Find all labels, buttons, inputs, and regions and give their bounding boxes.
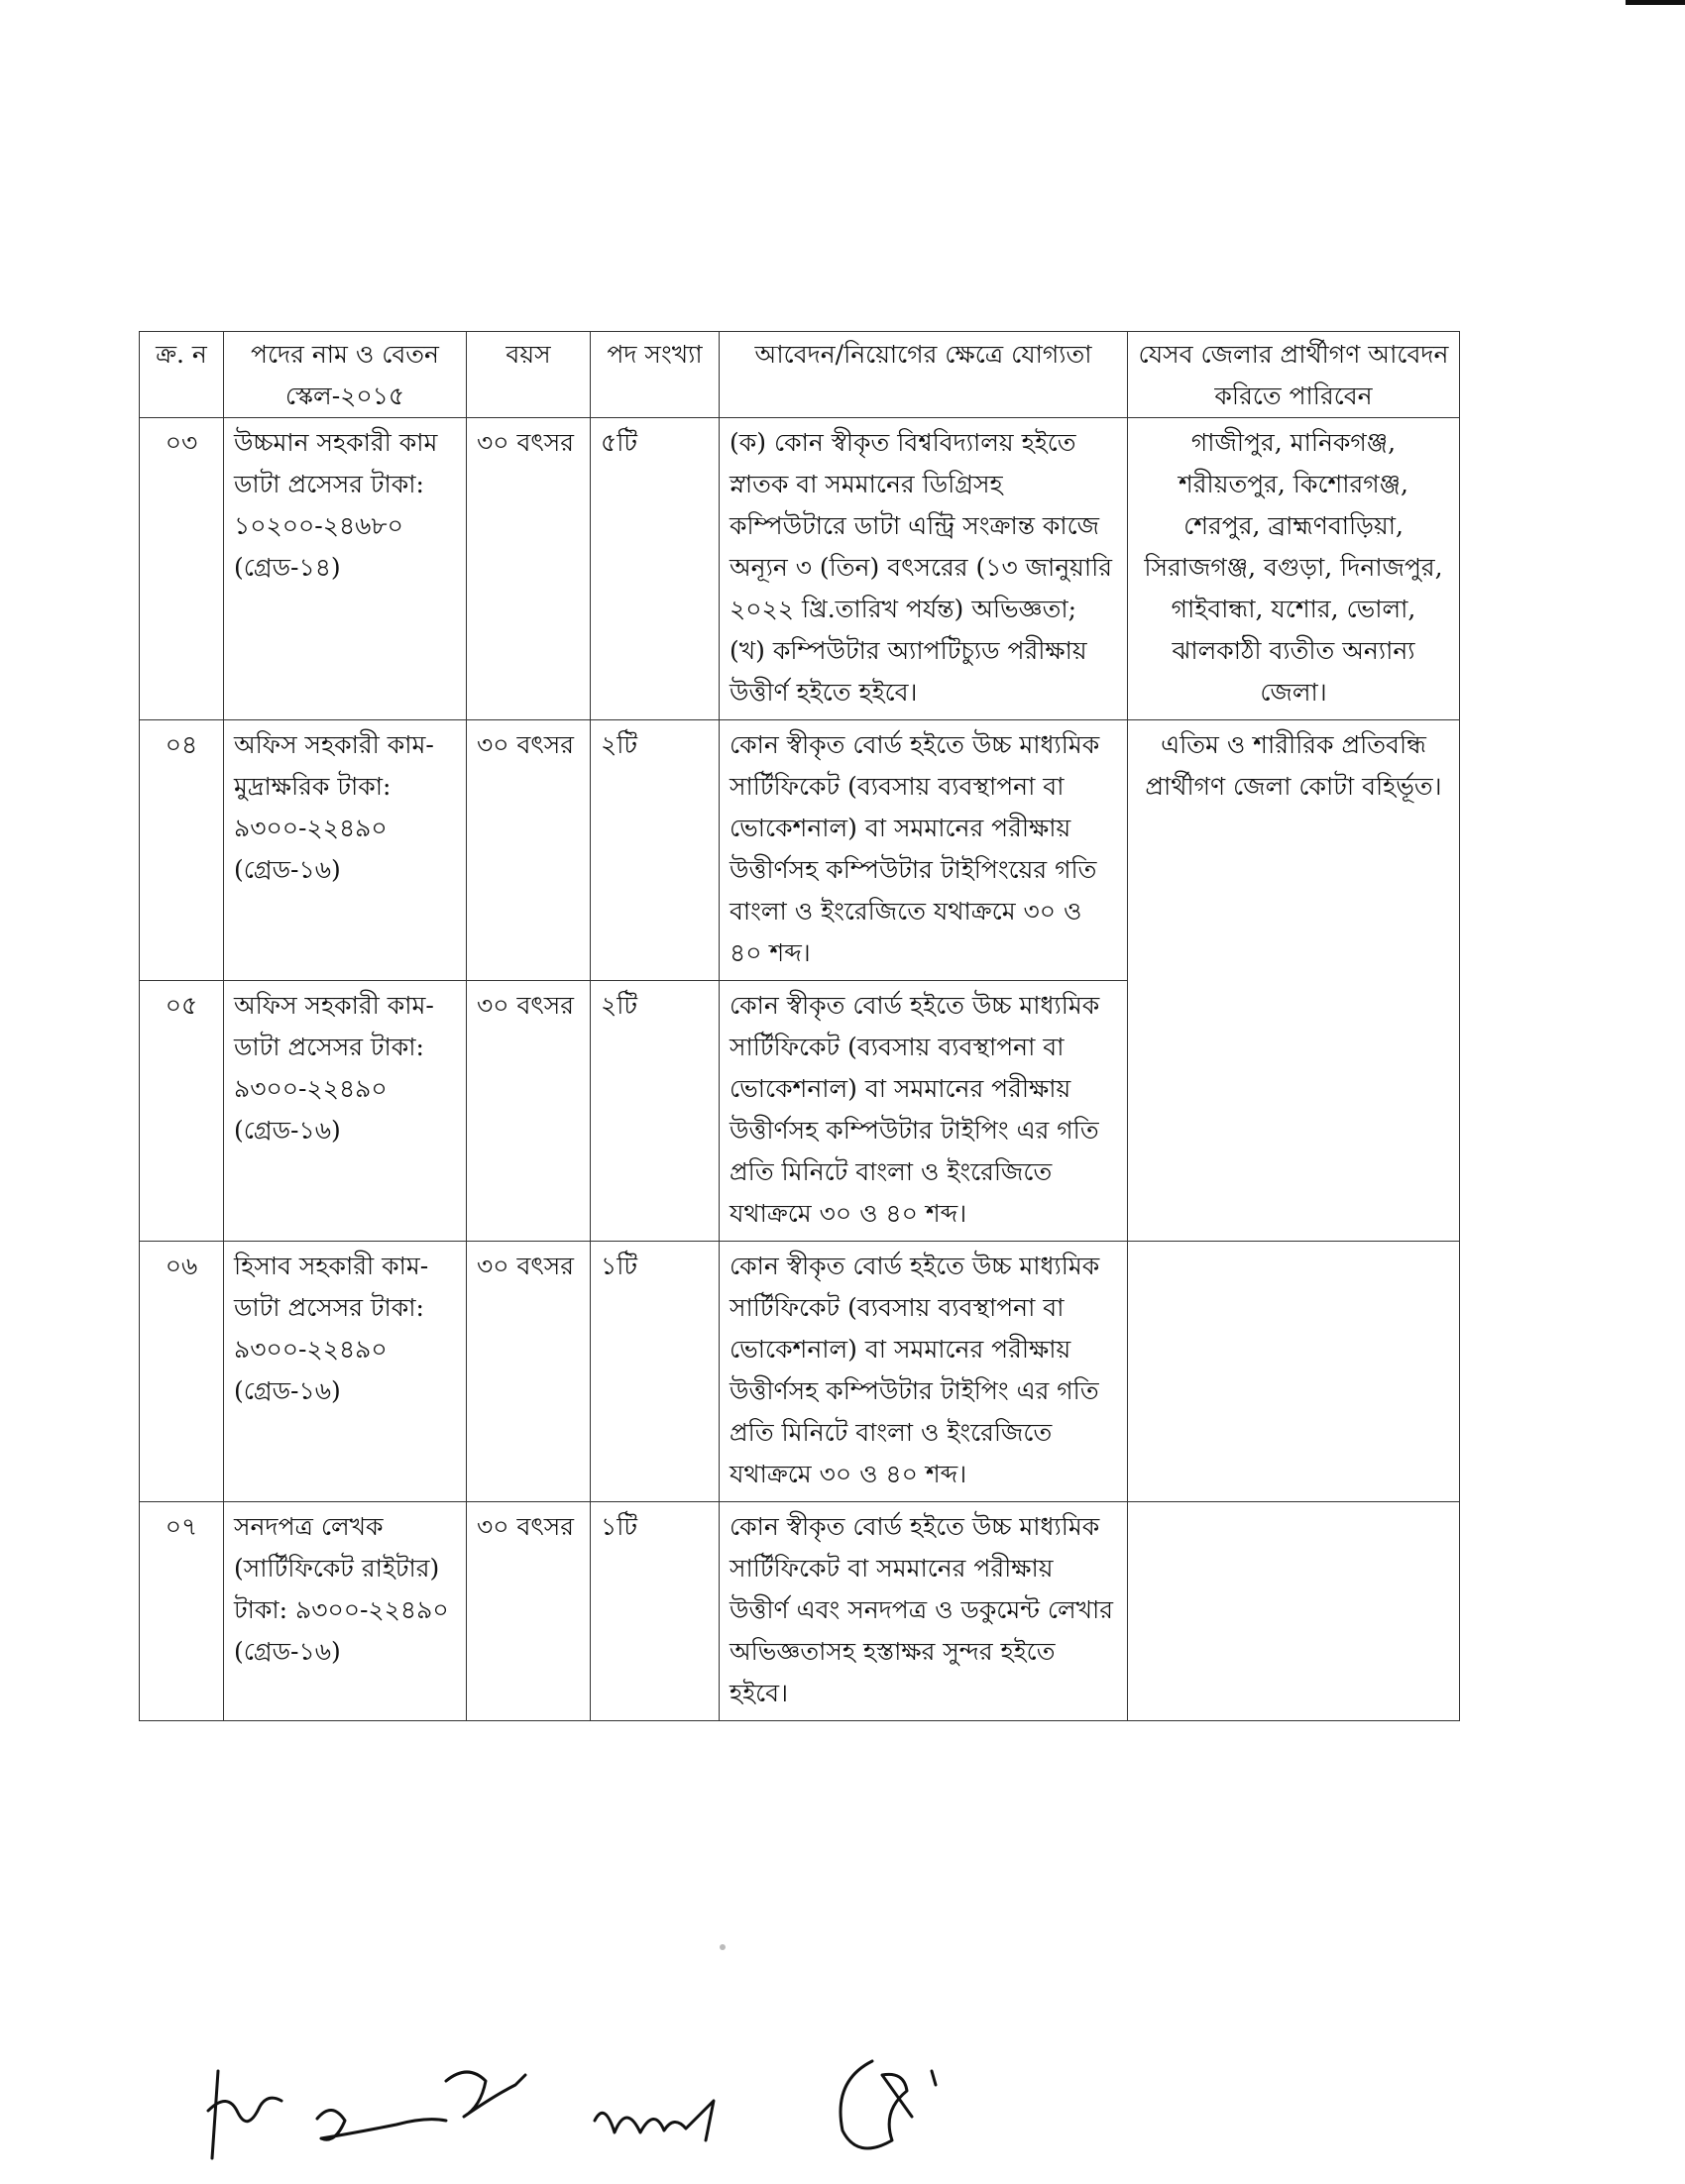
cell-district: এতিম ও শারীরিক প্রতিবন্ধি প্রার্থীগণ জেলা কোটা বহির্ভূত।	[1128, 720, 1460, 981]
cell-count: ২টি	[591, 720, 720, 981]
cell-qualification: কোন স্বীকৃত বোর্ড হইতে উচ্চ মাধ্যমিক সার্টিফিকেট (ব্যবসায় ব্যবস্থাপনা বা ভোকেশনাল) বা সমমানের পরীক্ষায় উত্তীর্ণসহ কম্পিউটার টাইপিং এর গতি প্রতি মিনিটে বাংলা ও ইংরেজিতে যথাক্রমে ৩০ ও ৪০ শব্দ।	[720, 1242, 1128, 1502]
cell-count: ৫টি	[591, 418, 720, 720]
table-row	[140, 1242, 1460, 1502]
scan-edge-mark	[1626, 0, 1685, 5]
header-age: বয়স	[467, 332, 591, 418]
cell-post: অফিস সহকারী কাম-ডাটা প্রসেসর টাকা: ৯৩০০-২২৪৯০ (গ্রেড-১৬)	[224, 981, 467, 1242]
cell-district-empty	[1128, 1502, 1460, 1721]
cell-district: গাজীপুর, মানিকগঞ্জ, শরীয়তপুর, কিশোরগঞ্জ, শেরপুর, ব্রাহ্মণবাড়িয়া, সিরাজগঞ্জ, বগুড়া, দিনাজপুর, গাইবান্ধা, যশোর, ভোলা, ঝালকাঠী ব্যতীত অন্যান্য জেলা।	[1128, 418, 1460, 720]
header-count: পদ সংখ্যা	[591, 332, 720, 418]
cell-qualification: কোন স্বীকৃত বোর্ড হইতে উচ্চ মাধ্যমিক সার্টিফিকেট বা সমমানের পরীক্ষায় উত্তীর্ণ এবং সনদপত্র ও ডকুমেন্ট লেখার অভিজ্ঞতাসহ হস্তাক্ষর সুন্দর হইতে হইবে।	[720, 1502, 1128, 1721]
cell-qualification: কোন স্বীকৃত বোর্ড হইতে উচ্চ মাধ্যমিক সার্টিফিকেট (ব্যবসায় ব্যবস্থাপনা বা ভোকেশনাল) বা সমমানের পরীক্ষায় উত্তীর্ণসহ কম্পিউটার টাইপিংয়ের গতি বাংলা ও ইংরেজিতে যথাক্রমে ৩০ ও ৪০ শব্দ।	[720, 720, 1128, 981]
table-row	[140, 1502, 1460, 1721]
cell-count: ১টি	[591, 1242, 720, 1502]
header-serial: ক্র. ন	[140, 332, 224, 418]
cell-age: ৩০ বৎসর	[467, 418, 591, 720]
cell-serial: ০৬	[140, 1242, 224, 1502]
cell-count: ১টি	[591, 1502, 720, 1721]
cell-post: উচ্চমান সহকারী কাম ডাটা প্রসেসর টাকা: ১০২০০-২৪৬৮০ (গ্রেড-১৪)	[224, 418, 467, 720]
cell-serial: ০৫	[140, 981, 224, 1242]
recruitment-table-container	[139, 331, 1459, 1721]
header-district: যেসব জেলার প্রার্থীগণ আবেদন করিতে পারিবেন	[1128, 332, 1460, 418]
cell-post: সনদপত্র লেখক (সার্টিফিকেট রাইটার) টাকা: ৯৩০০-২২৪৯০ (গ্রেড-১৬)	[224, 1502, 467, 1721]
cell-post: অফিস সহকারী কাম-মুদ্রাক্ষরিক টাকা: ৯৩০০-২২৪৯০ (গ্রেড-১৬)	[224, 720, 467, 981]
cell-serial: ০৭	[140, 1502, 224, 1721]
table-header-row	[140, 332, 1460, 418]
cell-age: ৩০ বৎসর	[467, 981, 591, 1242]
signature-3	[446, 2072, 525, 2117]
signature-1	[208, 2071, 281, 2158]
table-row	[140, 981, 1460, 1242]
cell-district-empty	[1128, 981, 1460, 1242]
signatures-drawing	[198, 2041, 1090, 2180]
qualification-text: (ক) কোন স্বীকৃত বিশ্ববিদ্যালয় হইতে স্নাতক বা সমমানের ডিগ্রিসহ কম্পিউটারে ডাটা এন্ট্রি সংক্রান্ত কাজে অন্যূন ৩ (তিন) বৎসরের (১৩ জানুয়ারি ২০২২ খ্রি.তারিখ পর্যন্ত) অভিজ্ঞতা; (খ) কম্পিউটার অ্যাপটিচ্যুড পরীক্ষায় উত্তীর্ণ হইতে হইবে।	[730, 428, 1113, 707]
cell-age: ৩০ বৎসর	[467, 1242, 591, 1502]
cell-qualification: কোন স্বীকৃত বোর্ড হইতে উচ্চ মাধ্যমিক সার্টিফিকেট (ব্যবসায় ব্যবস্থাপনা বা ভোকেশনাল) বা সমমানের পরীক্ষায় উত্তীর্ণসহ কম্পিউটার টাইপিং এর গতি প্রতি মিনিটে বাংলা ও ইংরেজিতে যথাক্রমে ৩০ ও ৪০ শব্দ।	[720, 981, 1128, 1242]
signature-2	[317, 2110, 446, 2139]
cell-count: ২টি	[591, 981, 720, 1242]
recruitment-table	[139, 331, 1460, 1721]
cell-district-empty	[1128, 1242, 1460, 1502]
cell-serial: ০৩	[140, 418, 224, 720]
signature-4	[595, 2101, 714, 2140]
table-row	[140, 418, 1460, 720]
signatures-area	[198, 2041, 1090, 2180]
scan-dot	[720, 1944, 726, 1950]
cell-age: ৩০ বৎসর	[467, 720, 591, 981]
header-qualification: আবেদন/নিয়োগের ক্ষেত্রে যোগ্যতা	[720, 332, 1128, 418]
header-post: পদের নাম ও বেতন স্কেল-২০১৫	[224, 332, 467, 418]
table-row	[140, 720, 1460, 981]
cell-age: ৩০ বৎসর	[467, 1502, 591, 1721]
signature-5	[841, 2061, 936, 2148]
cell-serial: ০৪	[140, 720, 224, 981]
cell-post: হিসাব সহকারী কাম-ডাটা প্রসেসর টাকা: ৯৩০০-২২৪৯০ (গ্রেড-১৬)	[224, 1242, 467, 1502]
cell-qualification	[720, 418, 1128, 720]
